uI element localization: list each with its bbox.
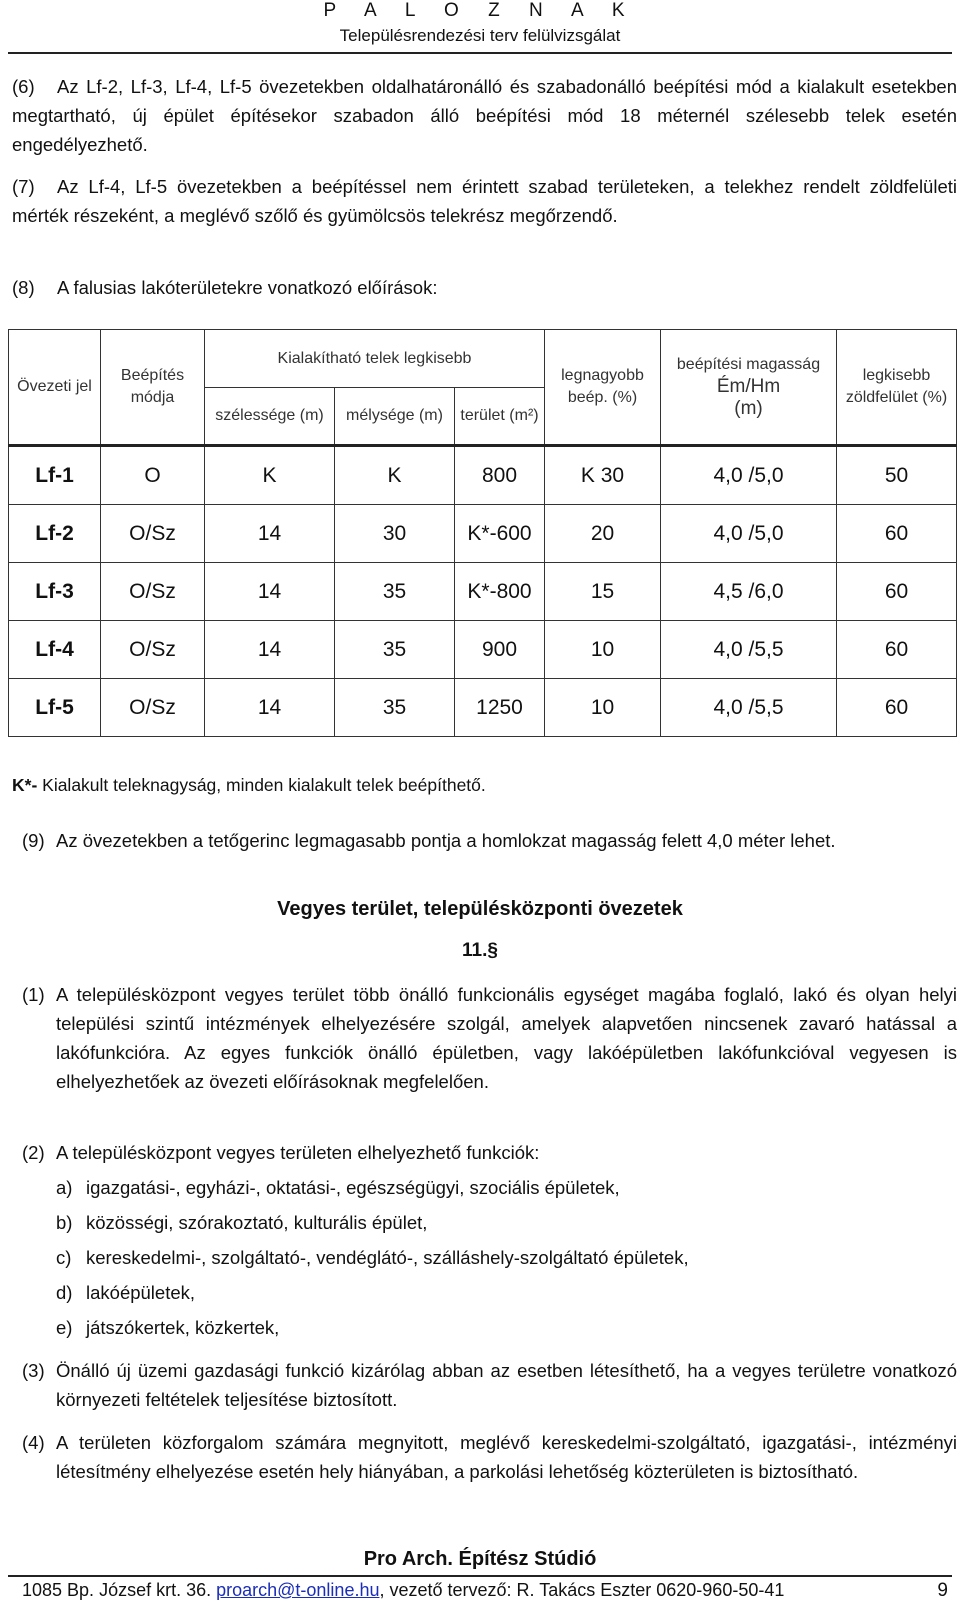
paragraph-text: Az Lf-2, Lf-3, Lf-4, Lf-5 övezetekben oldalhatáronálló és szabadonálló beépítési mód a kialakult esetekben megtartható, új épület építésekor szabadon álló beépítési mód 18 méternél szélesebb telek esetén engedélyezhető. — [12, 76, 957, 155]
cell-mode: O — [101, 446, 205, 505]
cell-zone: Lf-3 — [9, 563, 101, 621]
cell-coverage: 20 — [545, 505, 661, 563]
paragraph-number: (3) — [22, 1360, 45, 1381]
list-text: közösségi, szórakoztató, kulturális épület, — [86, 1212, 428, 1233]
paragraph-number: (4) — [22, 1432, 45, 1453]
header-area: terület (m²) — [455, 388, 545, 446]
list-item — [56, 1176, 620, 1200]
table-footnote — [12, 775, 486, 796]
paragraph-7 — [12, 172, 957, 230]
cell-area: K*-800 — [455, 563, 545, 621]
paragraph-number: (2) — [22, 1142, 45, 1163]
paragraph-8 — [12, 273, 957, 302]
paragraph-text: A településközpont vegyes terület több önálló funkcionális egységet magába foglaló, lakó és olyan helyi települési szintű intézmények elhelyezésére szolgál, amelyek alapvetően nincsenek zavaró hatással a lakófunkcióra. Az egyes funkciók önálló épületben, vagy lakóépületben lakófunkcióval vegyesen is elhelyezhetőek az övezeti előírásoknak megfelelően. — [56, 984, 957, 1092]
document-subtitle: Településrendezési terv felülvizsgálat — [339, 26, 621, 45]
list-text: lakóépületek, — [86, 1282, 196, 1303]
section-paragraph-4 — [22, 1428, 957, 1486]
cell-depth: 30 — [335, 505, 455, 563]
list-letter: b) — [56, 1212, 73, 1233]
cell-area: K*-600 — [455, 505, 545, 563]
cell-depth: 35 — [335, 621, 455, 679]
header-green: legkisebb zöldfelület (%) — [837, 330, 957, 446]
header-height-line2: Ém/Hm — [716, 376, 781, 397]
footer-address — [22, 1580, 784, 1601]
table-row — [9, 621, 957, 679]
header-divider — [8, 52, 952, 54]
cell-height: 4,0 /5,5 — [661, 679, 837, 737]
cell-mode: O/Sz — [101, 563, 205, 621]
cell-coverage: 10 — [545, 621, 661, 679]
footer-studio: Pro Arch. Építész Stúdió — [363, 1548, 597, 1570]
cell-height: 4,0 /5,5 — [661, 621, 837, 679]
footer-email-link[interactable]: proarch@t-online.hu — [216, 1580, 380, 1600]
header-width: szélessége (m) — [205, 388, 335, 446]
cell-green: 60 — [837, 621, 957, 679]
header-height-line1: beépítési magasság — [676, 356, 821, 373]
section-heading: Vegyes terület, településközponti övezetek — [277, 898, 683, 920]
cell-coverage: 15 — [545, 563, 661, 621]
header-height — [661, 330, 837, 446]
footer-address-post: , vezető tervező: R. Takács Eszter 0620-960-50-41 — [379, 1580, 785, 1600]
paragraph-number: (1) — [22, 984, 45, 1005]
cell-zone: Lf-4 — [9, 621, 101, 679]
cell-depth: K — [335, 446, 455, 505]
cell-green: 60 — [837, 679, 957, 737]
cell-coverage: 10 — [545, 679, 661, 737]
section-number: 11.§ — [462, 940, 498, 961]
header-height-line3: (m) — [734, 398, 763, 419]
header-plot-group: Kialakítható telek legkisebb — [205, 330, 545, 388]
table-row — [9, 563, 957, 621]
list-text: igazgatási-, egyházi-, oktatási-, egészségügyi, szociális épületek, — [86, 1177, 620, 1198]
list-text: kereskedelmi-, szolgáltató-, vendéglátó-, szálláshely-szolgáltató épületek, — [86, 1247, 689, 1268]
cell-mode: O/Sz — [101, 621, 205, 679]
table-row — [9, 505, 957, 563]
footnote-key: K*- — [12, 775, 38, 795]
section-paragraph-3 — [22, 1356, 957, 1414]
cell-width: 14 — [205, 679, 335, 737]
list-item — [56, 1316, 279, 1340]
footer-address-pre: 1085 Bp. József krt. 36. — [22, 1580, 217, 1600]
paragraph-number: (8) — [12, 277, 35, 298]
paragraph-text: A településközpont vegyes területen elhelyezhető funkciók: — [56, 1142, 540, 1163]
document-title: P A L O Z N A K — [323, 0, 637, 21]
cell-area: 1250 — [455, 679, 545, 737]
list-letter: a) — [56, 1177, 73, 1198]
header-depth: mélysége (m) — [335, 388, 455, 446]
cell-mode: O/Sz — [101, 505, 205, 563]
cell-zone: Lf-1 — [9, 446, 101, 505]
page-number: 9 — [937, 1580, 948, 1601]
list-letter: c) — [56, 1247, 72, 1268]
cell-width: 14 — [205, 621, 335, 679]
cell-depth: 35 — [335, 563, 455, 621]
cell-mode: O/Sz — [101, 679, 205, 737]
header-zone: Övezeti jel — [9, 330, 101, 446]
list-text: játszókertek, közkertek, — [86, 1317, 280, 1338]
paragraph-number: (7) — [12, 176, 35, 197]
zoning-table — [8, 329, 957, 737]
paragraph-number: (9) — [22, 830, 45, 851]
table-row — [9, 446, 957, 505]
paragraph-text: A területen közforgalom számára megnyitott, meglévő kereskedelmi-szolgáltató, igazgatási-, intézményi létesítmény elhelyezése esetén hely hiányában, a parkolási lehetőség közterületen is biztosítható. — [56, 1432, 957, 1482]
cell-green: 60 — [837, 505, 957, 563]
cell-height: 4,0 /5,0 — [661, 505, 837, 563]
list-letter: e) — [56, 1317, 73, 1338]
paragraph-text: Az övezetekben a tetőgerinc legmagasabb pontja a homlokzat magasság felett 4,0 méter lehet. — [56, 830, 836, 851]
cell-area: 900 — [455, 621, 545, 679]
cell-zone: Lf-5 — [9, 679, 101, 737]
cell-width: 14 — [205, 505, 335, 563]
cell-area: 800 — [455, 446, 545, 505]
cell-height: 4,5 /6,0 — [661, 563, 837, 621]
paragraph-number: (6) — [12, 76, 35, 97]
table-row — [9, 679, 957, 737]
section-paragraph-2 — [22, 1138, 957, 1167]
footnote-text: Kialakult teleknagyság, minden kialakult telek beépíthető. — [37, 775, 486, 795]
cell-green: 50 — [837, 446, 957, 505]
cell-width: K — [205, 446, 335, 505]
paragraph-text: Az Lf-4, Lf-5 övezetekben a beépítéssel nem érintett szabad területeken, a telekhez rendelt zöldfelületi mérték részeként, a meglévő szőlő és gyümölcsös telekrész megőrzendő. — [12, 176, 957, 226]
cell-height: 4,0 /5,0 — [661, 446, 837, 505]
cell-depth: 35 — [335, 679, 455, 737]
footer-divider — [8, 1575, 952, 1577]
header-max-coverage: legnagyobb beép. (%) — [545, 330, 661, 446]
section-paragraph-1 — [22, 980, 957, 1096]
list-item — [56, 1281, 195, 1305]
cell-width: 14 — [205, 563, 335, 621]
cell-zone: Lf-2 — [9, 505, 101, 563]
list-item — [56, 1246, 689, 1270]
paragraph-9 — [22, 826, 957, 855]
paragraph-text: A falusias lakóterületekre vonatkozó előírások: — [57, 277, 438, 298]
header-mode: Beépítés módja — [101, 330, 205, 446]
paragraph-text: Önálló új üzemi gazdasági funkció kizárólag abban az esetben létesíthető, ha a vegyes területre vonatkozó környezeti feltételek teljesítése biztosított. — [56, 1360, 957, 1410]
cell-coverage: K 30 — [545, 446, 661, 505]
list-item — [56, 1211, 427, 1235]
paragraph-6 — [12, 72, 957, 159]
list-letter: d) — [56, 1282, 73, 1303]
cell-green: 60 — [837, 563, 957, 621]
